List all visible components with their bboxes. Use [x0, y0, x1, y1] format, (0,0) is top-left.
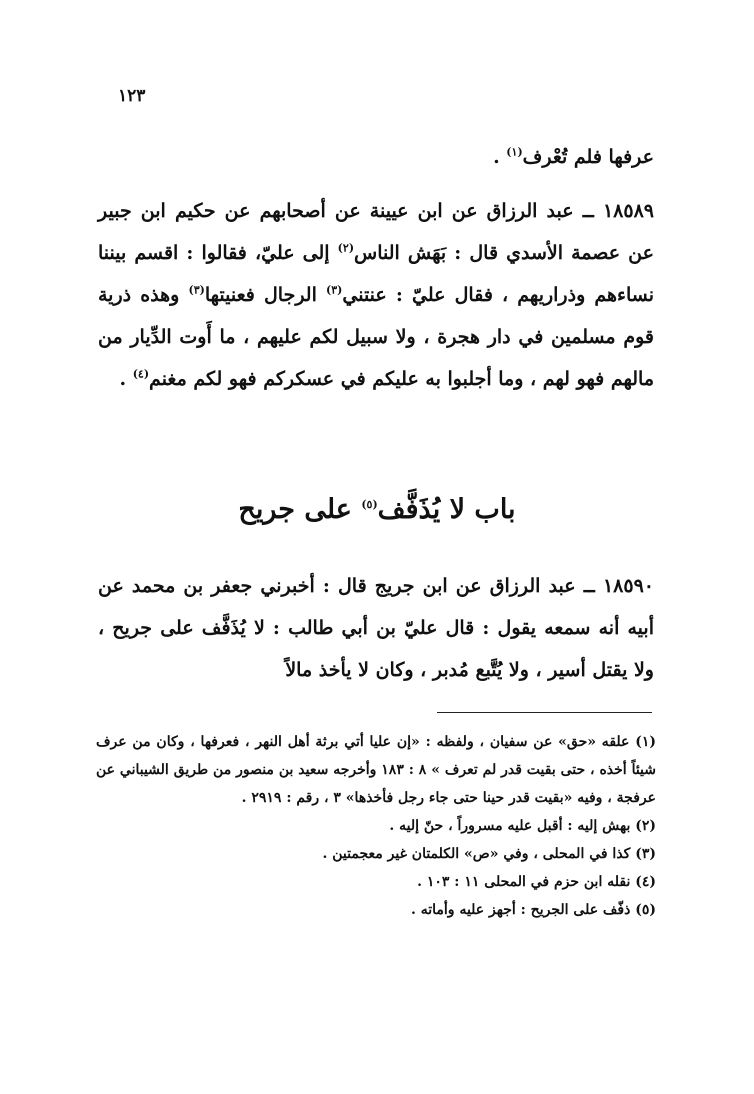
intro-end: . [493, 146, 507, 168]
hadith-18589-part-3: الرجال فعنيتها [204, 284, 327, 306]
footnote-ref-3a: (٣) [326, 283, 343, 297]
chapter-title-part-2: على جريح [238, 494, 362, 525]
hadith-18589-part-5: . [119, 368, 133, 390]
footnote-2: (٢) بهش إليه : أقبل عليه مسروراً ، حنّ إليه . [389, 818, 656, 834]
footnote-ref-1: (١) [506, 145, 523, 159]
footnote-ref-2: (٢) [337, 241, 355, 255]
chapter-title-part-1: باب لا يُذَفَّف [377, 494, 516, 525]
hadith-18590-text: ١٨٥٩٠ ــ عبد الرزاق عن ابن جريج قال : أخبرني جعفر بن محمد عن أبيه أنه سمعه يقول : قال عليّ بن أبي طالب : لا يُذَفَّف على جريح ، ولا يقتل أسير ، ولا يُتَّبع مُدبر ، وكان لا يأخذ مالاً [98, 575, 654, 681]
footnote-1: (١) علقه «حق» عن سفيان ، ولفظه : «إن عليا أتي برثة أهل النهر ، فعرفها ، وكان من عرف شيئاً أخذه ، حتى بقيت قدر لم تعرف » ٨ : ١٨٣ وأخرجه سعيد بن منصور من طريق الشيباني عن عرفجة ، وفيه «بقيت قدر حينا حتى جاء رجل فأخذها» ٣ ، رقم : ٢٩١٩ . [96, 734, 657, 806]
footnote-5: (٥) ذفّف على الجريح : أجهز عليه وأماته . [411, 902, 656, 918]
hadith-18590 [98, 565, 654, 691]
hadith-18589 [98, 190, 654, 400]
hadith-18589-part-2: إلى عليّ، فقالوا : اقسم بيننا نساءهم وذراريهم ، فقال عليّ : عنتني [98, 242, 655, 306]
footnote-4: (٤) نقله ابن حزم في المحلى ١١ : ١٠٣ . [417, 874, 656, 890]
footnote-3: (٣) كذا في المحلى ، وفي «ص» الكلمتان غير معجمتين . [322, 846, 656, 862]
footnote-ref-4: (٤) [132, 367, 150, 381]
page-number: ١٢٣ [118, 86, 146, 106]
footnote-ref-5: (٥) [361, 498, 378, 511]
chapter-title [0, 494, 754, 525]
hadith-18589-part-4: وهذه ذرية قوم مسلمين في دار هجرة ، ولا سبيل لكم عليهم ، ما أَوت الدِّيار من مالهم فهو لهم ، وما أجلبوا به عليكم في عسكركم فهو لكم مغنم [98, 284, 654, 390]
footnote-divider [437, 712, 652, 713]
footnotes [96, 728, 656, 924]
hadith-18589-part-1: ١٨٥٨٩ ــ عبد الرزاق عن ابن عيينة عن أصحابهم عن حكيم ابن جبير عن عصمة الأسدي قال : بَهَش الناس [98, 200, 654, 264]
intro-text: عرفها فلم تُعْرف [522, 146, 654, 168]
footnote-ref-3b: (٣) [188, 283, 205, 297]
intro-line [98, 136, 654, 178]
